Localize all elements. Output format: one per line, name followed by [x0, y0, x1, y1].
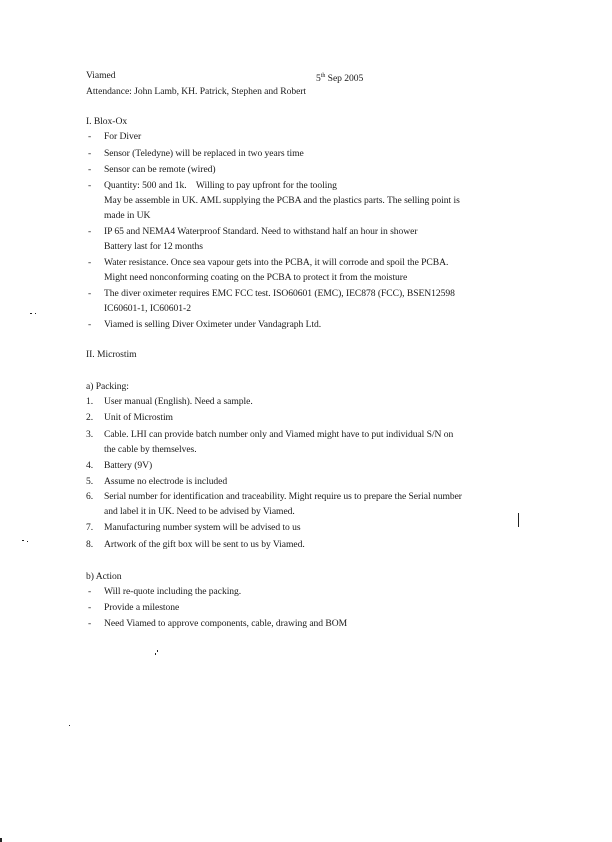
attendance: Attendance: John Lamb, KH. Patrick, Stephen and Robert [86, 86, 307, 97]
ac-item3-marker: - [88, 618, 92, 629]
scan-speck [69, 725, 70, 726]
pk-item5-line1: Assume no electrode is included [104, 476, 228, 487]
s1-item5-line2: Battery last for 12 months [104, 241, 203, 252]
section1-title: I. Blox-Ox [86, 116, 128, 127]
s1-item2-line1: Sensor (Teledyne) will be replaced in two years time [104, 148, 304, 159]
ac-item1-line1: Will re-quote including the packing. [104, 586, 242, 597]
pk-item4-marker: 4. [86, 460, 94, 471]
pk-item6-line2: and label it in UK. Need to be advised by Viamed. [104, 506, 295, 517]
s1-item1-line1: For Diver [104, 131, 142, 142]
ac-item1-marker: - [88, 586, 92, 597]
pk-item1-marker: 1. [86, 396, 94, 407]
scan-speck [518, 513, 519, 527]
pk-item6-line1: Serial number for identification and traceability. Might require us to prepare the Serial number [104, 491, 462, 502]
s1-item6-marker: - [88, 257, 92, 268]
date-rest: Sep 2005 [325, 73, 364, 84]
packing-title: a) Packing: [86, 381, 129, 392]
ac-item2-line1: Provide a milestone [104, 602, 180, 613]
pk-item7-marker: 7. [86, 522, 94, 533]
date-day: 5 [316, 73, 321, 84]
meeting-date [316, 70, 363, 85]
s1-item4-line1: Quantity: 500 and 1k. Willing to pay upfront for the tooling [104, 180, 337, 191]
pk-item8-line1: Artwork of the gift box will be sent to us by Viamed. [104, 539, 305, 550]
pk-item3-marker: 3. [86, 429, 94, 440]
scan-speck [35, 313, 36, 314]
s1-item7-line2: IC60601-1, IC60601-2 [104, 303, 191, 314]
scan-speck [30, 313, 32, 314]
s1-item5-marker: - [88, 226, 92, 237]
s1-item4-line2: May be assemble in UK. AML supplying the PCBA and the plastics parts. The selling point is [104, 195, 460, 206]
action-title: b) Action [86, 571, 122, 582]
pk-item2-line1: Unit of Microstim [104, 412, 173, 423]
s1-item4-line3: made in UK [104, 210, 151, 221]
scan-speck [155, 653, 156, 655]
pk-item6-marker: 6. [86, 491, 94, 502]
scan-speck [0, 838, 2, 842]
s1-item3-marker: - [88, 164, 92, 175]
s1-item8-marker: - [88, 319, 92, 330]
org-name: Viamed [86, 70, 116, 81]
pk-item8-marker: 8. [86, 539, 94, 550]
s1-item7-line1: The diver oximeter requires EMC FCC test. ISO60601 (EMC), IEC878 (FCC), BSEN12598 [104, 288, 455, 299]
ac-item2-marker: - [88, 602, 92, 613]
s1-item7-marker: - [88, 288, 92, 299]
pk-item4-line1: Battery (9V) [104, 460, 153, 471]
pk-item1-line1: User manual (English). Need a sample. [104, 396, 253, 407]
pk-item5-marker: 5. [86, 476, 94, 487]
s1-item6-line1: Water resistance. Once sea vapour gets into the PCBA, it will corrode and spoil the PCBA. [104, 257, 449, 268]
s1-item5-line1: IP 65 and NEMA4 Waterproof Standard. Need to withstand half an hour in shower [104, 226, 418, 237]
s1-item6-line2: Might need nonconforming coating on the PCBA to protect it from the moisture [104, 272, 408, 283]
section2-title: II. Microstim [86, 349, 137, 360]
pk-item3-line1: Cable. LHI can provide batch number only and Viamed might have to put individual S/N on [104, 429, 454, 440]
s1-item3-line1: Sensor can be remote (wired) [104, 164, 216, 175]
s1-item8-line1: Viamed is selling Diver Oximeter under Vandagraph Ltd. [104, 319, 322, 330]
pk-item2-marker: 2. [86, 412, 94, 423]
pk-item7-line1: Manufacturing number system will be advised to us [104, 522, 301, 533]
date-suffix: th [320, 73, 326, 79]
scan-speck [22, 540, 24, 541]
scan-speck [157, 650, 158, 652]
s1-item2-marker: - [88, 148, 92, 159]
pk-item3-line2: the cable by themselves. [104, 444, 197, 455]
s1-item1-marker: - [88, 131, 92, 142]
s1-item4-marker: - [88, 180, 92, 191]
ac-item3-line1: Need Viamed to approve components, cable, drawing and BOM [104, 618, 348, 629]
scan-speck [27, 541, 28, 542]
